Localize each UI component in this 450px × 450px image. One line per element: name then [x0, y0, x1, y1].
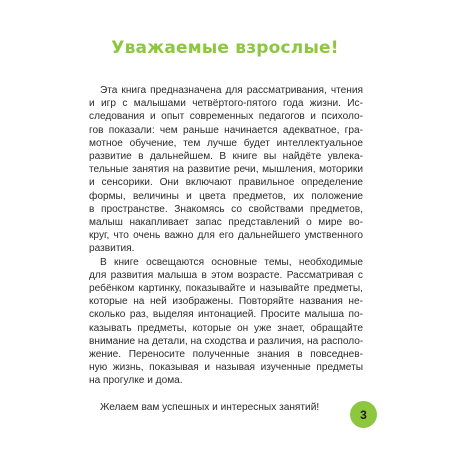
text-line: малыш накапливает запас представлений о мире во- — [89, 217, 363, 229]
text-line: на прогулке и дома. — [89, 375, 183, 387]
paragraph-2 — [89, 256, 363, 388]
text-line: и сенсорики. Они включают правильное определение — [89, 177, 363, 189]
body-text — [89, 84, 363, 414]
text-line: казывать предметы, которые он уже знает, обращайте — [89, 322, 363, 334]
text-line: развития. — [89, 243, 135, 255]
text-line: и игр с малышами четвёртого-пятого года жизни. Ис- — [89, 98, 363, 110]
text-line: ребёнком картинку, показывайте и называйте предметы, — [89, 283, 363, 295]
text-line: жение. Переносите полученные знания в повседнев- — [89, 349, 363, 361]
text-line: которые на ней изображены. Повторяйте названия не- — [89, 296, 363, 308]
text-line: для развития малыша в этом возрасте. Рассматривая с — [89, 269, 363, 281]
page-number-badge: 3 — [350, 401, 377, 428]
page-title: Уважаемые взрослые! — [111, 38, 339, 58]
text-line: развитие в дальнейшем. В книге вы найдёте увлека- — [89, 151, 363, 163]
text-line: следования и опыт современных педагогов и психоло- — [89, 111, 363, 123]
text-line: сколько раз, выделяя интонацией. Просите малыша по- — [89, 309, 363, 321]
paragraph-gap — [89, 388, 363, 401]
text-line: Эта книга предназначена для рассматривания, чтения — [100, 85, 363, 96]
text-line: гов показали: чем раньше начинается адекватное, гра- — [89, 124, 363, 136]
text-line: круг, что очень важно для его дальнейшего умственного — [89, 230, 363, 242]
text-line: мотное обучение, тем лучше будет интеллектуальное — [89, 137, 363, 149]
text-line: тельные занятия на развитие речи, мышления, моторики — [89, 164, 363, 176]
text-line: формы, величины и цвета предметов, их положение — [89, 190, 363, 202]
text-line: внимание на детали, на сходства и различия, на располо- — [89, 335, 364, 347]
text-line: в пространстве. Знакомясь со свойствами предметов, — [89, 203, 363, 215]
text-line: Желаем вам успешных и интересных занятий! — [100, 401, 320, 413]
paragraph-1 — [89, 84, 363, 256]
paragraph-3 — [89, 401, 363, 414]
text-line: ную жизнь, показывая и называя изученные предметы — [89, 362, 363, 374]
text-line: В книге освещаются основные темы, необходимые — [100, 256, 363, 268]
